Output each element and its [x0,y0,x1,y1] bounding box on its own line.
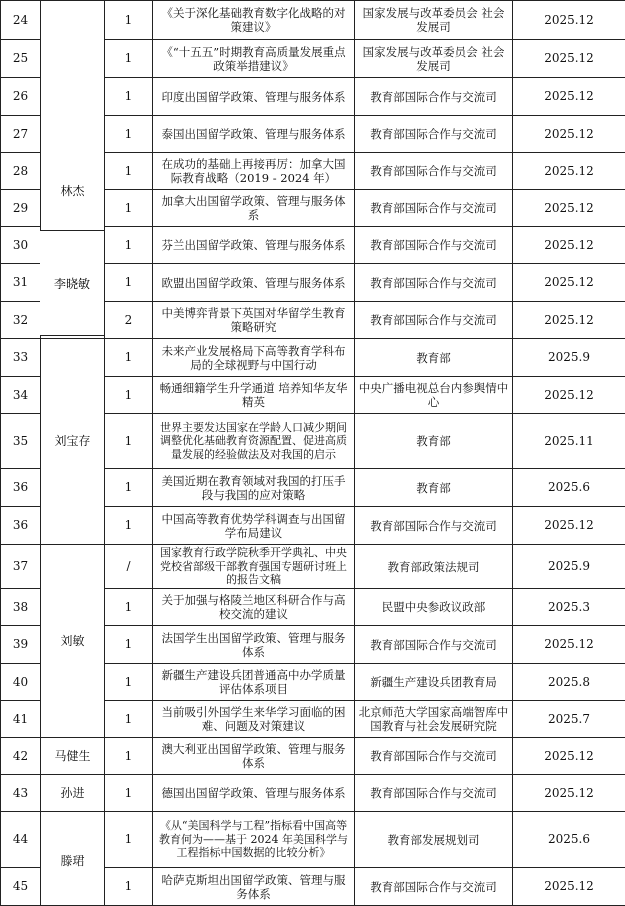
row-number: 28 [1,153,41,190]
org-cell: 教育部 [355,339,513,377]
count-cell: 1 [105,40,153,78]
title-cell: 中国高等教育优势学科调查与出国留学布局建议 [153,507,355,545]
row-number: 39 [1,626,41,664]
count-cell: 1 [105,264,153,302]
date-cell: 2025.6 [513,469,625,507]
row-number: 43 [1,775,41,812]
row-number: 45 [1,868,41,906]
author-cell [41,545,105,738]
author-cell [41,339,105,545]
table-row [1,812,625,868]
count-cell: 1 [105,377,153,414]
org-cell: 教育部 [355,414,513,469]
count-cell: 1 [105,775,153,812]
org-cell: 教育部发展规划司 [355,812,513,868]
count-cell: 1 [105,701,153,738]
row-number: 44 [1,812,41,868]
date-cell: 2025.12 [513,227,625,264]
title-cell: 芬兰出国留学政策、管理与服务体系 [153,227,355,264]
date-cell: 2025.12 [513,775,625,812]
author-cell [41,738,105,775]
author-name: 滕珺 [60,854,84,868]
table-row [1,775,625,812]
author-name: 刘宝存 [54,434,90,448]
title-cell: 美国近期在教育领域对我国的打压手段与我国的应对策略 [153,469,355,507]
title-cell: 当前吸引外国学生来华学习面临的困难、问题及对策建议 [153,701,355,738]
date-cell: 2025.12 [513,302,625,339]
title-cell: 中美博弈背景下英国对华留学生教育策略研究 [153,302,355,339]
title-cell: 《关于深化基础教育数字化战略的对策建议》 [153,1,355,40]
date-cell: 2025.12 [513,116,625,153]
date-cell: 2025.11 [513,414,625,469]
row-number: 41 [1,701,41,738]
count-cell: 1 [105,78,153,116]
org-cell: 教育部国际合作与交流司 [355,775,513,812]
row-number: 33 [1,339,41,377]
count-cell: 1 [105,414,153,469]
title-cell: 欧盟出国留学政策、管理与服务体系 [153,264,355,302]
org-cell: 国家发展与改革委员会 社会发展司 [355,40,513,78]
date-cell: 2025.12 [513,153,625,190]
org-cell: 教育部国际合作与交流司 [355,507,513,545]
count-cell: / [105,545,153,589]
count-cell: 1 [105,469,153,507]
title-cell: 德国出国留学政策、管理与服务体系 [153,775,355,812]
title-cell: 哈萨克斯坦出国留学政策、管理与服务体系 [153,868,355,906]
row-number: 35 [1,414,41,469]
title-cell: 澳大利亚出国留学政策、管理与服务体系 [153,738,355,775]
org-cell: 北京师范大学国家高端智库中国教育与社会发展研究院 [355,701,513,738]
title-cell: 世界主要发达国家在学龄人口减少期间调整优化基础教育资源配置、促进高质量发展的经验做法及对我国的启示 [153,414,355,469]
row-number: 34 [1,377,41,414]
date-cell: 2025.9 [513,545,625,589]
row-number: 30 [1,227,41,264]
date-cell: 2025.7 [513,701,625,738]
row-number: 25 [1,40,41,78]
count-cell: 1 [105,1,153,40]
org-cell: 教育部国际合作与交流司 [355,78,513,116]
row-number: 32 [1,302,41,339]
title-cell: 畅通细籍学生升学通道 培养知华友华精英 [153,377,355,414]
count-cell: 1 [105,738,153,775]
count-cell: 1 [105,812,153,868]
count-cell: 1 [105,153,153,190]
table-row [1,339,625,377]
date-cell: 2025.3 [513,589,625,626]
table-row [1,545,625,589]
count-cell: 1 [105,227,153,264]
row-number: 37 [1,545,41,589]
row-number: 31 [1,264,41,302]
title-cell: 《“十五五”时期教育高质量发展重点政策举措建议》 [153,40,355,78]
author-name: 马健生 [54,749,90,763]
title-cell: 未来产业发展格局下高等教育学科布局的全球视野与中国行动 [153,339,355,377]
count-cell: 1 [105,190,153,227]
row-number: 24 [1,1,41,40]
table-row [1,738,625,775]
org-cell: 教育部国际合作与交流司 [355,153,513,190]
date-cell: 2025.9 [513,339,625,377]
org-cell: 教育部国际合作与交流司 [355,868,513,906]
org-cell: 新疆生产建设兵团教育局 [355,664,513,701]
table-row [1,1,625,40]
date-cell: 2025.12 [513,190,625,227]
count-cell: 1 [105,116,153,153]
author-cell [41,812,105,906]
org-cell: 教育部国际合作与交流司 [355,116,513,153]
date-cell: 2025.12 [513,868,625,906]
org-cell: 教育部国际合作与交流司 [355,302,513,339]
org-cell: 民盟中央参政议政部 [355,589,513,626]
date-cell: 2025.12 [513,507,625,545]
author-cell [41,775,105,812]
title-cell: 加拿大出国留学政策、管理与服务体系 [153,190,355,227]
title-cell: 在成功的基础上再接再厉：加拿大国际教育战略（2019 - 2024 年） [153,153,355,190]
title-cell: 国家教育行政学院秋季开学典礼、中央党校省部级干部教育强国专题研讨班上的报告文稿 [153,545,355,589]
org-cell: 中央广播电视总台内参舆情中心 [355,377,513,414]
count-cell: 1 [105,339,153,377]
title-cell: 新疆生产建设兵团普通高中办学质量评估体系项目 [153,664,355,701]
date-cell: 2025.12 [513,78,625,116]
date-cell: 2025.12 [513,40,625,78]
count-cell: 1 [105,589,153,626]
author-name: 孙进 [60,786,84,800]
date-cell: 2025.6 [513,812,625,868]
title-cell: 泰国出国留学政策、管理与服务体系 [153,116,355,153]
row-number: 40 [1,664,41,701]
title-cell: 《从“美国科学与工程”指标看中国高等教育何为——基于 2024 年美国科学与工程指标中国数据的比较分析》 [153,812,355,868]
org-cell: 教育部国际合作与交流司 [355,738,513,775]
count-cell: 1 [105,626,153,664]
title-cell: 关于加强与格陵兰地区科研合作与高校交流的建议 [153,589,355,626]
org-cell: 教育部国际合作与交流司 [355,626,513,664]
count-cell: 1 [105,664,153,701]
title-cell: 印度出国留学政策、管理与服务体系 [153,78,355,116]
org-cell: 教育部国际合作与交流司 [355,264,513,302]
date-cell: 2025.12 [513,626,625,664]
count-cell: 2 [105,302,153,339]
org-cell: 教育部政策法规司 [355,545,513,589]
org-cell: 国家发展与改革委员会 社会发展司 [355,1,513,40]
org-cell: 教育部国际合作与交流司 [355,190,513,227]
count-cell: 1 [105,507,153,545]
row-number: 29 [1,190,41,227]
date-cell: 2025.12 [513,377,625,414]
author-name: 刘敏 [60,634,84,648]
date-cell: 2025.12 [513,264,625,302]
date-cell: 2025.8 [513,664,625,701]
row-number: 36 [1,469,41,507]
row-number: 27 [1,116,41,153]
author-name-overlay [40,230,104,336]
author-name: 李晓敏 [54,275,90,292]
row-number: 26 [1,78,41,116]
row-number: 38 [1,589,41,626]
title-cell: 法国学生出国留学政策、管理与服务体系 [153,626,355,664]
date-cell: 2025.12 [513,1,625,40]
row-number: 36 [1,507,41,545]
org-cell: 教育部国际合作与交流司 [355,227,513,264]
date-cell: 2025.12 [513,738,625,775]
row-number: 42 [1,738,41,775]
author-name: 林杰 [60,184,84,198]
count-cell: 1 [105,868,153,906]
org-cell: 教育部 [355,469,513,507]
